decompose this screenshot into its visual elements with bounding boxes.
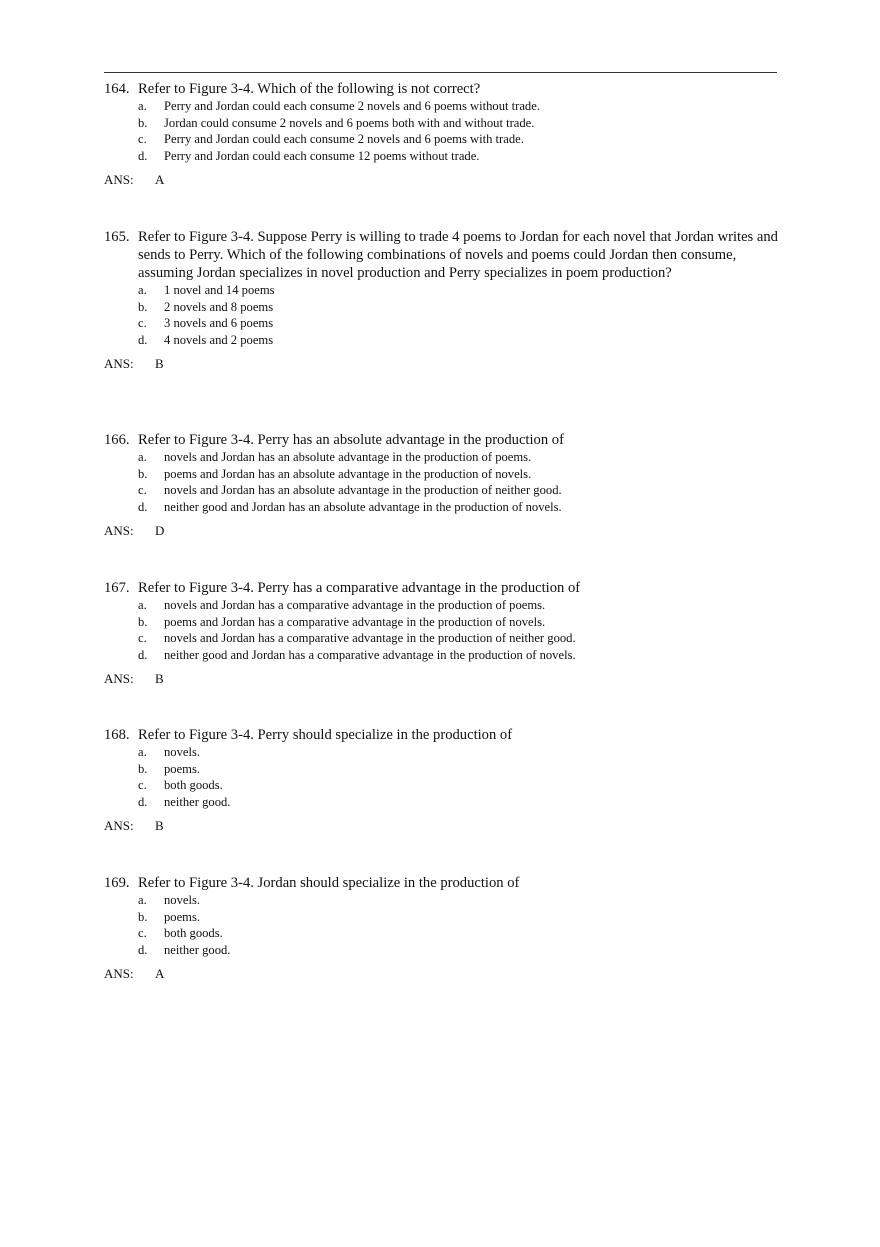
option-letter: c.	[138, 316, 147, 331]
option-a	[138, 892, 784, 909]
option-text: poems.	[164, 909, 201, 924]
question-167	[104, 579, 784, 687]
answer-value: D	[155, 522, 165, 538]
option-d	[138, 332, 784, 349]
option-list	[138, 449, 784, 516]
question-stem: Refer to Figure 3-4. Suppose Perry is willing to trade 4 poems to Jordan for each novel that Jordan writes and sends to Perry. Which of the following combinations of novels and poems could Jordan then consume, assuming Jordan specializes in novel production and Perry specializes in poem production?	[138, 229, 778, 281]
option-text: neither good.	[164, 943, 231, 958]
option-c	[138, 630, 784, 647]
option-a	[138, 98, 784, 115]
answer-line	[104, 171, 784, 188]
question-number: 168.	[104, 727, 130, 743]
option-letter: a.	[138, 99, 147, 113]
option-text: poems.	[164, 761, 201, 776]
question-stem: Refer to Figure 3-4. Which of the following is not correct?	[138, 81, 481, 97]
option-text: Perry and Jordan could each consume 12 poems without trade.	[164, 149, 480, 164]
option-letter: a.	[138, 598, 147, 612]
question-header	[104, 726, 784, 744]
question-number: 169.	[104, 875, 130, 891]
answer-line	[104, 355, 784, 372]
option-letter: c.	[138, 483, 147, 498]
question-header	[104, 579, 784, 597]
option-text: Jordan could consume 2 novels and 6 poems both with and without trade.	[164, 115, 535, 130]
answer-value: A	[155, 171, 165, 187]
option-letter: b.	[138, 761, 148, 776]
option-a	[138, 282, 784, 299]
option-list	[138, 98, 784, 165]
option-list	[138, 744, 784, 811]
option-text: neither good and Jordan has an absolute advantage in the production of novels.	[164, 500, 562, 515]
question-header	[104, 80, 784, 98]
option-c	[138, 131, 784, 148]
question-stem: Refer to Figure 3-4. Perry has an absolute advantage in the production of	[138, 432, 564, 448]
question-164	[104, 80, 784, 188]
option-letter: c.	[138, 926, 147, 941]
header-rule	[104, 72, 777, 73]
answer-line	[104, 965, 784, 982]
option-a	[138, 449, 784, 466]
option-d	[138, 499, 784, 516]
option-c	[138, 925, 784, 942]
option-text: both goods.	[164, 778, 223, 793]
answer-line	[104, 522, 784, 539]
option-letter: a.	[138, 893, 147, 907]
option-text: poems and Jordan has a comparative advantage in the production of novels.	[164, 614, 546, 629]
question-169	[104, 874, 784, 982]
option-list	[138, 892, 784, 959]
option-a	[138, 597, 784, 614]
option-d	[138, 148, 784, 165]
question-header	[104, 228, 784, 282]
question-165	[104, 228, 784, 372]
question-166	[104, 431, 784, 539]
option-letter: a.	[138, 450, 147, 464]
answer-label: ANS:	[104, 522, 134, 538]
answer-label: ANS:	[104, 171, 134, 187]
answer-label: ANS:	[104, 670, 134, 686]
question-stem: Refer to Figure 3-4. Perry has a comparative advantage in the production of	[138, 580, 581, 596]
option-b	[138, 466, 784, 483]
option-text: neither good and Jordan has a comparative advantage in the production of novels.	[164, 648, 576, 663]
option-text: novels and Jordan has a comparative advantage in the production of neither good.	[164, 631, 576, 646]
option-text: 4 novels and 2 poems	[164, 333, 274, 348]
option-text: both goods.	[164, 926, 223, 941]
question-number: 165.	[104, 229, 130, 245]
answer-value: B	[155, 817, 164, 833]
option-text: poems and Jordan has an absolute advantage in the production of novels.	[164, 466, 532, 481]
option-text: 1 novel and 14 poems	[164, 283, 275, 297]
option-text: novels and Jordan has an absolute advantage in the production of poems.	[164, 450, 532, 464]
option-b	[138, 761, 784, 778]
option-letter: d.	[138, 648, 148, 663]
option-letter: b.	[138, 115, 148, 130]
option-letter: b.	[138, 466, 148, 481]
option-c	[138, 482, 784, 499]
option-letter: d.	[138, 333, 148, 348]
option-c	[138, 777, 784, 794]
option-text: 2 novels and 8 poems	[164, 299, 274, 314]
question-number: 164.	[104, 81, 130, 97]
answer-line	[104, 670, 784, 687]
option-b	[138, 115, 784, 132]
answer-value: B	[155, 670, 164, 686]
question-header	[104, 874, 784, 892]
option-letter: d.	[138, 795, 148, 810]
answer-label: ANS:	[104, 817, 134, 833]
answer-value: B	[155, 355, 164, 371]
option-text: Perry and Jordan could each consume 2 novels and 6 poems without trade.	[164, 99, 540, 113]
option-d	[138, 942, 784, 959]
answer-label: ANS:	[104, 355, 134, 371]
option-b	[138, 299, 784, 316]
option-letter: d.	[138, 149, 148, 164]
question-header	[104, 431, 784, 449]
option-letter: c.	[138, 778, 147, 793]
option-b	[138, 909, 784, 926]
answer-label: ANS:	[104, 965, 134, 981]
option-text: Perry and Jordan could each consume 2 novels and 6 poems with trade.	[164, 132, 524, 147]
option-letter: d.	[138, 500, 148, 515]
option-letter: d.	[138, 943, 148, 958]
option-letter: b.	[138, 909, 148, 924]
option-d	[138, 794, 784, 811]
option-text: novels and Jordan has a comparative advantage in the production of poems.	[164, 598, 546, 612]
option-letter: a.	[138, 283, 147, 297]
option-c	[138, 315, 784, 332]
option-text: neither good.	[164, 795, 231, 810]
question-stem: Refer to Figure 3-4. Jordan should specialize in the production of	[138, 875, 520, 891]
answer-line	[104, 817, 784, 834]
option-letter: b.	[138, 614, 148, 629]
option-d	[138, 647, 784, 664]
question-stem: Refer to Figure 3-4. Perry should specialize in the production of	[138, 727, 513, 743]
option-letter: b.	[138, 299, 148, 314]
option-a	[138, 744, 784, 761]
option-b	[138, 614, 784, 631]
question-168	[104, 726, 784, 834]
option-text: 3 novels and 6 poems	[164, 316, 274, 331]
option-letter: c.	[138, 132, 147, 147]
answer-value: A	[155, 965, 165, 981]
option-letter: a.	[138, 745, 147, 759]
question-number: 166.	[104, 432, 130, 448]
option-list	[138, 597, 784, 664]
option-letter: c.	[138, 631, 147, 646]
option-text: novels.	[164, 745, 201, 759]
option-text: novels and Jordan has an absolute advantage in the production of neither good.	[164, 483, 562, 498]
question-number: 167.	[104, 580, 130, 596]
option-text: novels.	[164, 893, 201, 907]
option-list	[138, 282, 784, 349]
